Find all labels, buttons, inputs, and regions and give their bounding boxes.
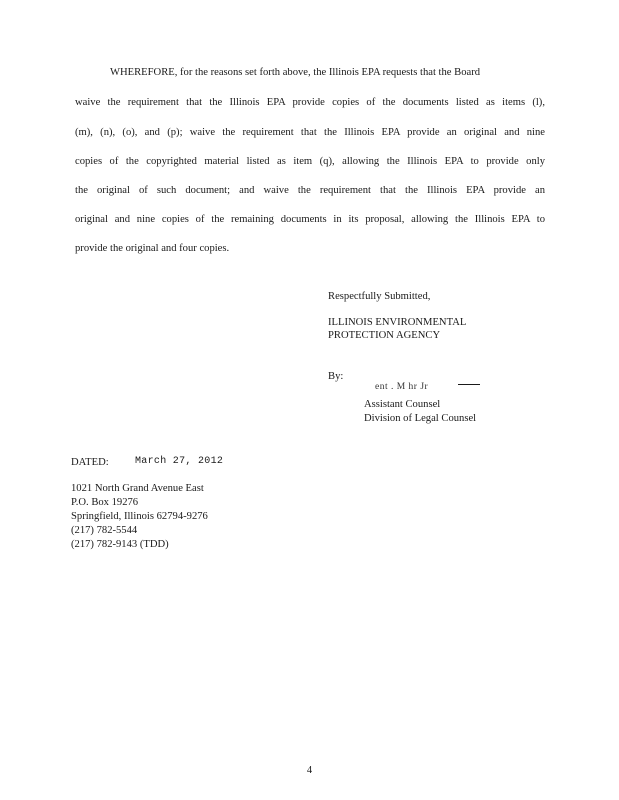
page-number: 4 (306, 765, 313, 776)
signer-title: Assistant Counsel (364, 399, 441, 410)
paragraph-line-2: waive the requirement that the Illinois EPA provide copies of the documents listed as items (l), (75, 97, 545, 108)
agency-name-line1: ILLINOIS ENVIRONMENTAL (328, 317, 467, 328)
signature-line (458, 384, 480, 385)
paragraph-line-6: original and nine copies of the remaining documents in its proposal, allowing the Illinois EPA to (75, 214, 545, 225)
dated-value: March 27, 2012 (135, 456, 224, 467)
closing-text: Respectfully Submitted, (328, 291, 431, 302)
address-po-box: P.O. Box 19276 (71, 497, 139, 508)
dated-label: DATED: (71, 457, 109, 468)
address-city: Springfield, Illinois 62794-9276 (71, 511, 208, 522)
paragraph-line-7: provide the original and four copies. (75, 243, 230, 254)
by-label: By: (328, 371, 344, 382)
agency-name-line2: PROTECTION AGENCY (328, 330, 441, 341)
paragraph-line-1: WHEREFORE, for the reasons set forth above, the Illinois EPA requests that the Board (110, 67, 481, 78)
paragraph-line-3: (m), (n), (o), and (p); waive the requirement that the Illinois EPA provide an original and nine (75, 127, 545, 138)
paragraph-line-4: copies of the copyrighted material listed as item (q), allowing the Illinois EPA to provide only (75, 156, 545, 167)
signature-name: ent . M hr Jr (375, 382, 429, 392)
paragraph-line-5: the original of such document; and waive the requirement that the Illinois EPA provide an (75, 185, 545, 196)
address-phone: (217) 782-5544 (71, 525, 138, 536)
address-street: 1021 North Grand Avenue East (71, 483, 204, 494)
address-tdd: (217) 782-9143 (TDD) (71, 539, 169, 550)
signer-division: Division of Legal Counsel (364, 413, 477, 424)
